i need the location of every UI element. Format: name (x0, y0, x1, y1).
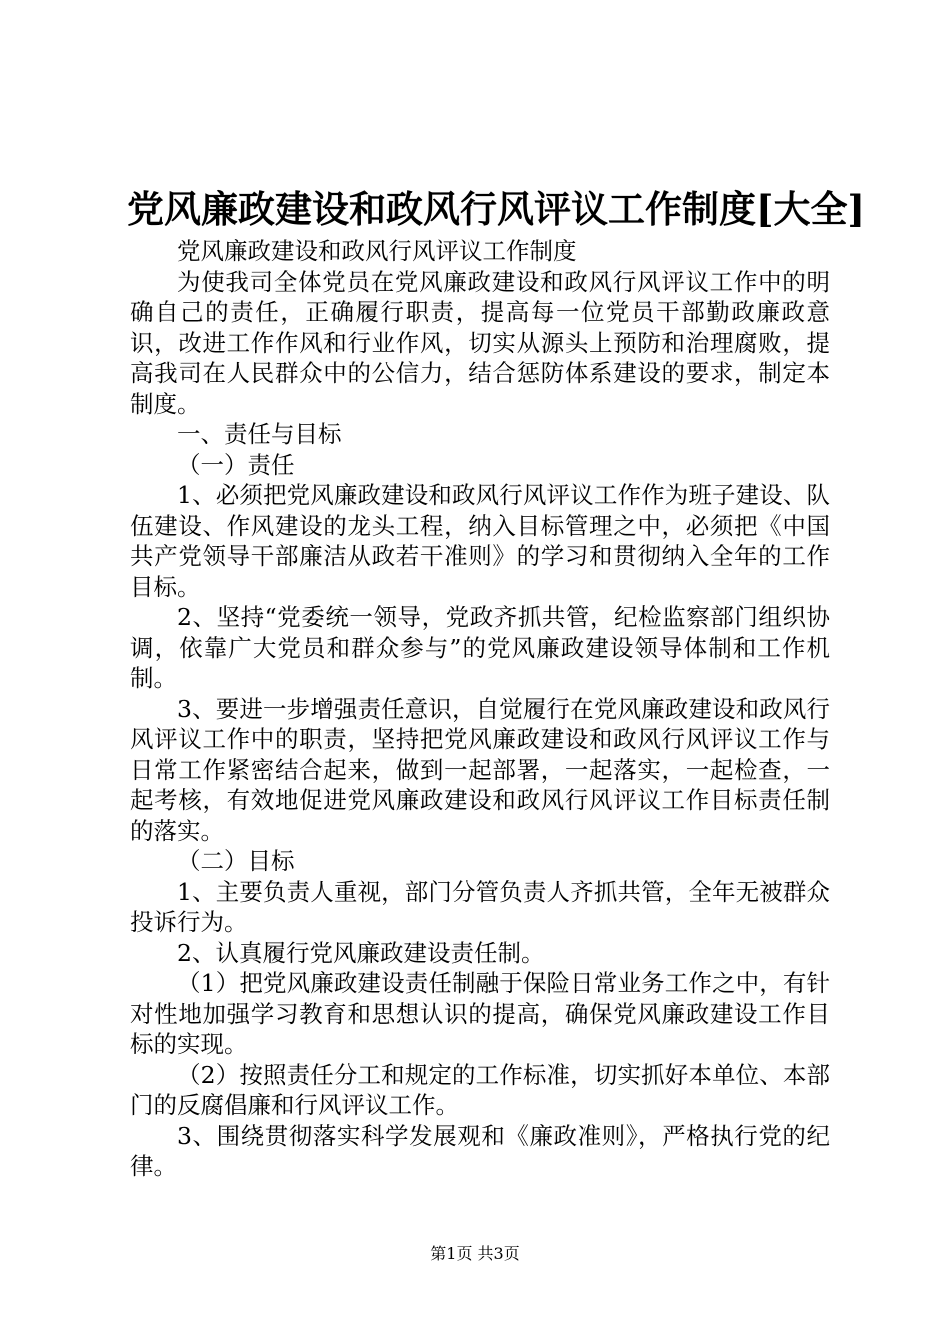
paragraph: 3、围绕贯彻落实科学发展观和《廉政准则》，严格执行党的纪律。 (130, 1121, 830, 1180)
paragraph: 2、认真履行党风廉政建设责任制。 (177, 938, 545, 967)
paragraph: 2、坚持“党委统一领导，党政齐抓共管，纪检监察部门组织协调，依靠广大党员和群众参与”的党风廉政建设领导体制和工作机制。 (130, 603, 830, 692)
paragraph: （2）按照责任分工和规定的工作标准，切实抓好本单位、本部门的反腐倡廉和行风评议工作。 (130, 1060, 830, 1119)
subsection-heading: （二）目标 (177, 847, 295, 875)
subsection-heading: （一）责任 (177, 450, 295, 479)
paragraph: 1、必须把党风廉政建设和政风行风评议工作作为班子建设、队伍建设、作风建设的龙头工程，纳入目标管理之中，必须把《中国共产党领导干部廉洁从政若干准则》的学习和贯彻纳入全年的工作目标。 (130, 481, 830, 601)
page-footer: 第1页 共3页 (430, 1244, 520, 1263)
paragraph: （1）把党风廉政建设责任制融于保险日常业务工作之中，有针对性地加强学习教育和思想认识的提高，确保党风廉政建设工作目标的实现。 (130, 969, 830, 1058)
paragraph: 1、主要负责人重视，部门分管负责人齐抓共管，全年无被群众投诉行为。 (130, 877, 830, 936)
paragraph: 为使我司全体党员在党风廉政建设和政风行风评议工作中的明确自己的责任，正确履行职责，提高每一位党员干部勤政廉政意识，改进工作作风和行业作风，切实从源头上预防和治理腐败，提高我司在人民群众中的公信力，结合惩防体系建设的要求，制定本制度。 (130, 267, 830, 418)
document-title: 党风廉政建设和政风行风评议工作制度[大全] (127, 187, 866, 231)
document-subtitle: 党风廉政建设和政风行风评议工作制度 (177, 237, 577, 265)
document-body (130, 236, 830, 1182)
section-heading: 一、责任与目标 (177, 420, 342, 448)
paragraph: 3、要进一步增强责任意识，自觉履行在党风廉政建设和政风行风评议工作中的职责，坚持把党风廉政建设和政风行风评议工作与日常工作紧密结合起来，做到一起部署，一起落实，一起检查，一起考核，有效地促进党风廉政建设和政风行风评议工作目标责任制的落实。 (130, 694, 830, 845)
